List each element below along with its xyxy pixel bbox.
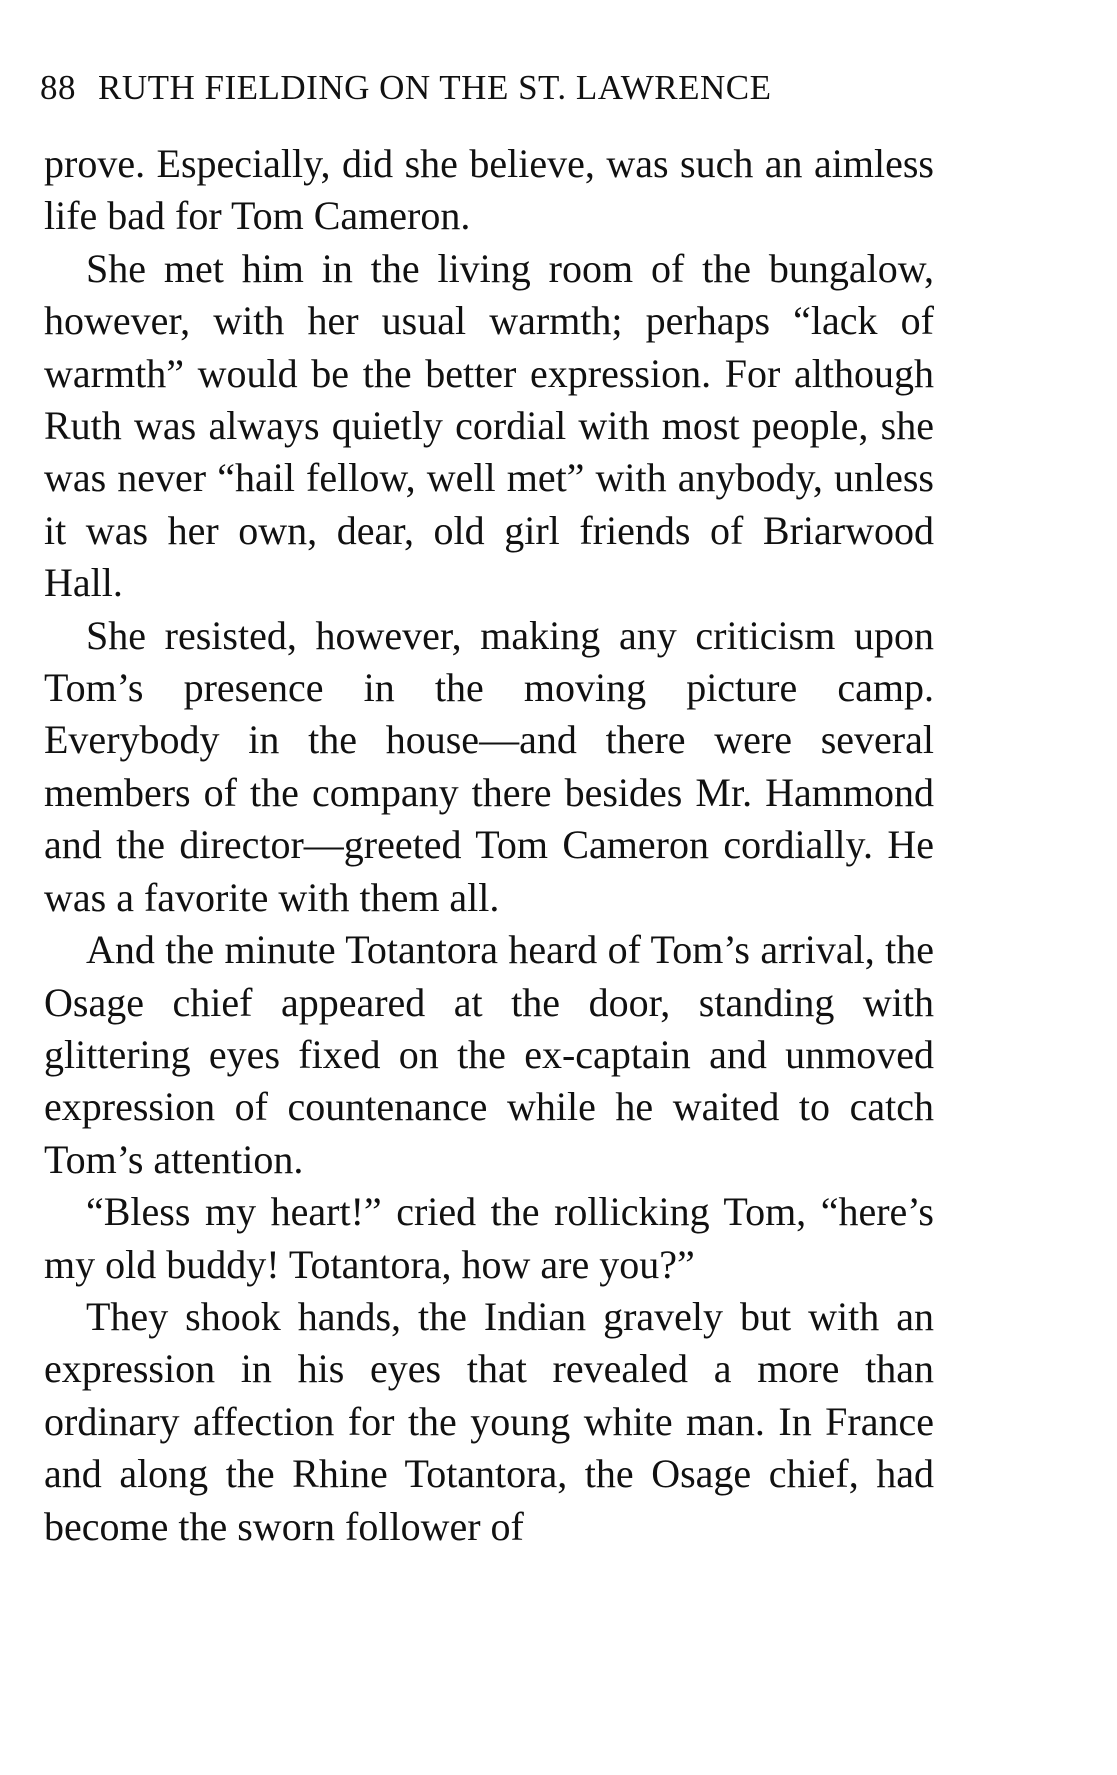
paragraph-2: She met him in the living room of the bungalow, however, with her usual warmth; perhaps “lack of warmth” would be the better expression. For although Ruth was always quietly cordial with most people, she was never “hail fellow, well met” with anybody, unless it was her own, dear, old girl friends of Briarwood Hall. xyxy=(44,245,934,606)
running-title: RUTH FIELDING ON THE ST. LAWRENCE xyxy=(98,68,772,107)
body-text xyxy=(44,138,934,1553)
page-number: 88 xyxy=(40,68,76,107)
paragraph-6: They shook hands, the Indian gravely but with an expression in his eyes that revealed a more than ordinary affection for the young white man. In France and along the Rhine Totantora, the Osage chief, had become the sworn follower of xyxy=(44,1293,934,1549)
paragraph-1: prove. Especially, did she believe, was such an aimless life bad for Tom Cameron. xyxy=(44,141,934,239)
paragraph-5: “Bless my heart!” cried the rollicking Tom, “here’s my old buddy! Totantora, how are you?” xyxy=(44,1189,934,1287)
running-head xyxy=(40,68,980,108)
paragraph-4: And the minute Totantora heard of Tom’s arrival, the Osage chief appeared at the door, standing with glittering eyes fixed on the ex-captain and unmoved expression of countenance while he waited to catch Tom’s attention. xyxy=(44,927,934,1182)
paragraph-3: She resisted, however, making any criticism upon Tom’s presence in the moving picture camp. Everybody in the house—and there were several members of the company there besides Mr. Hammond and the director—greeted Tom Cameron cordially. He was a favorite with them all. xyxy=(44,612,934,920)
